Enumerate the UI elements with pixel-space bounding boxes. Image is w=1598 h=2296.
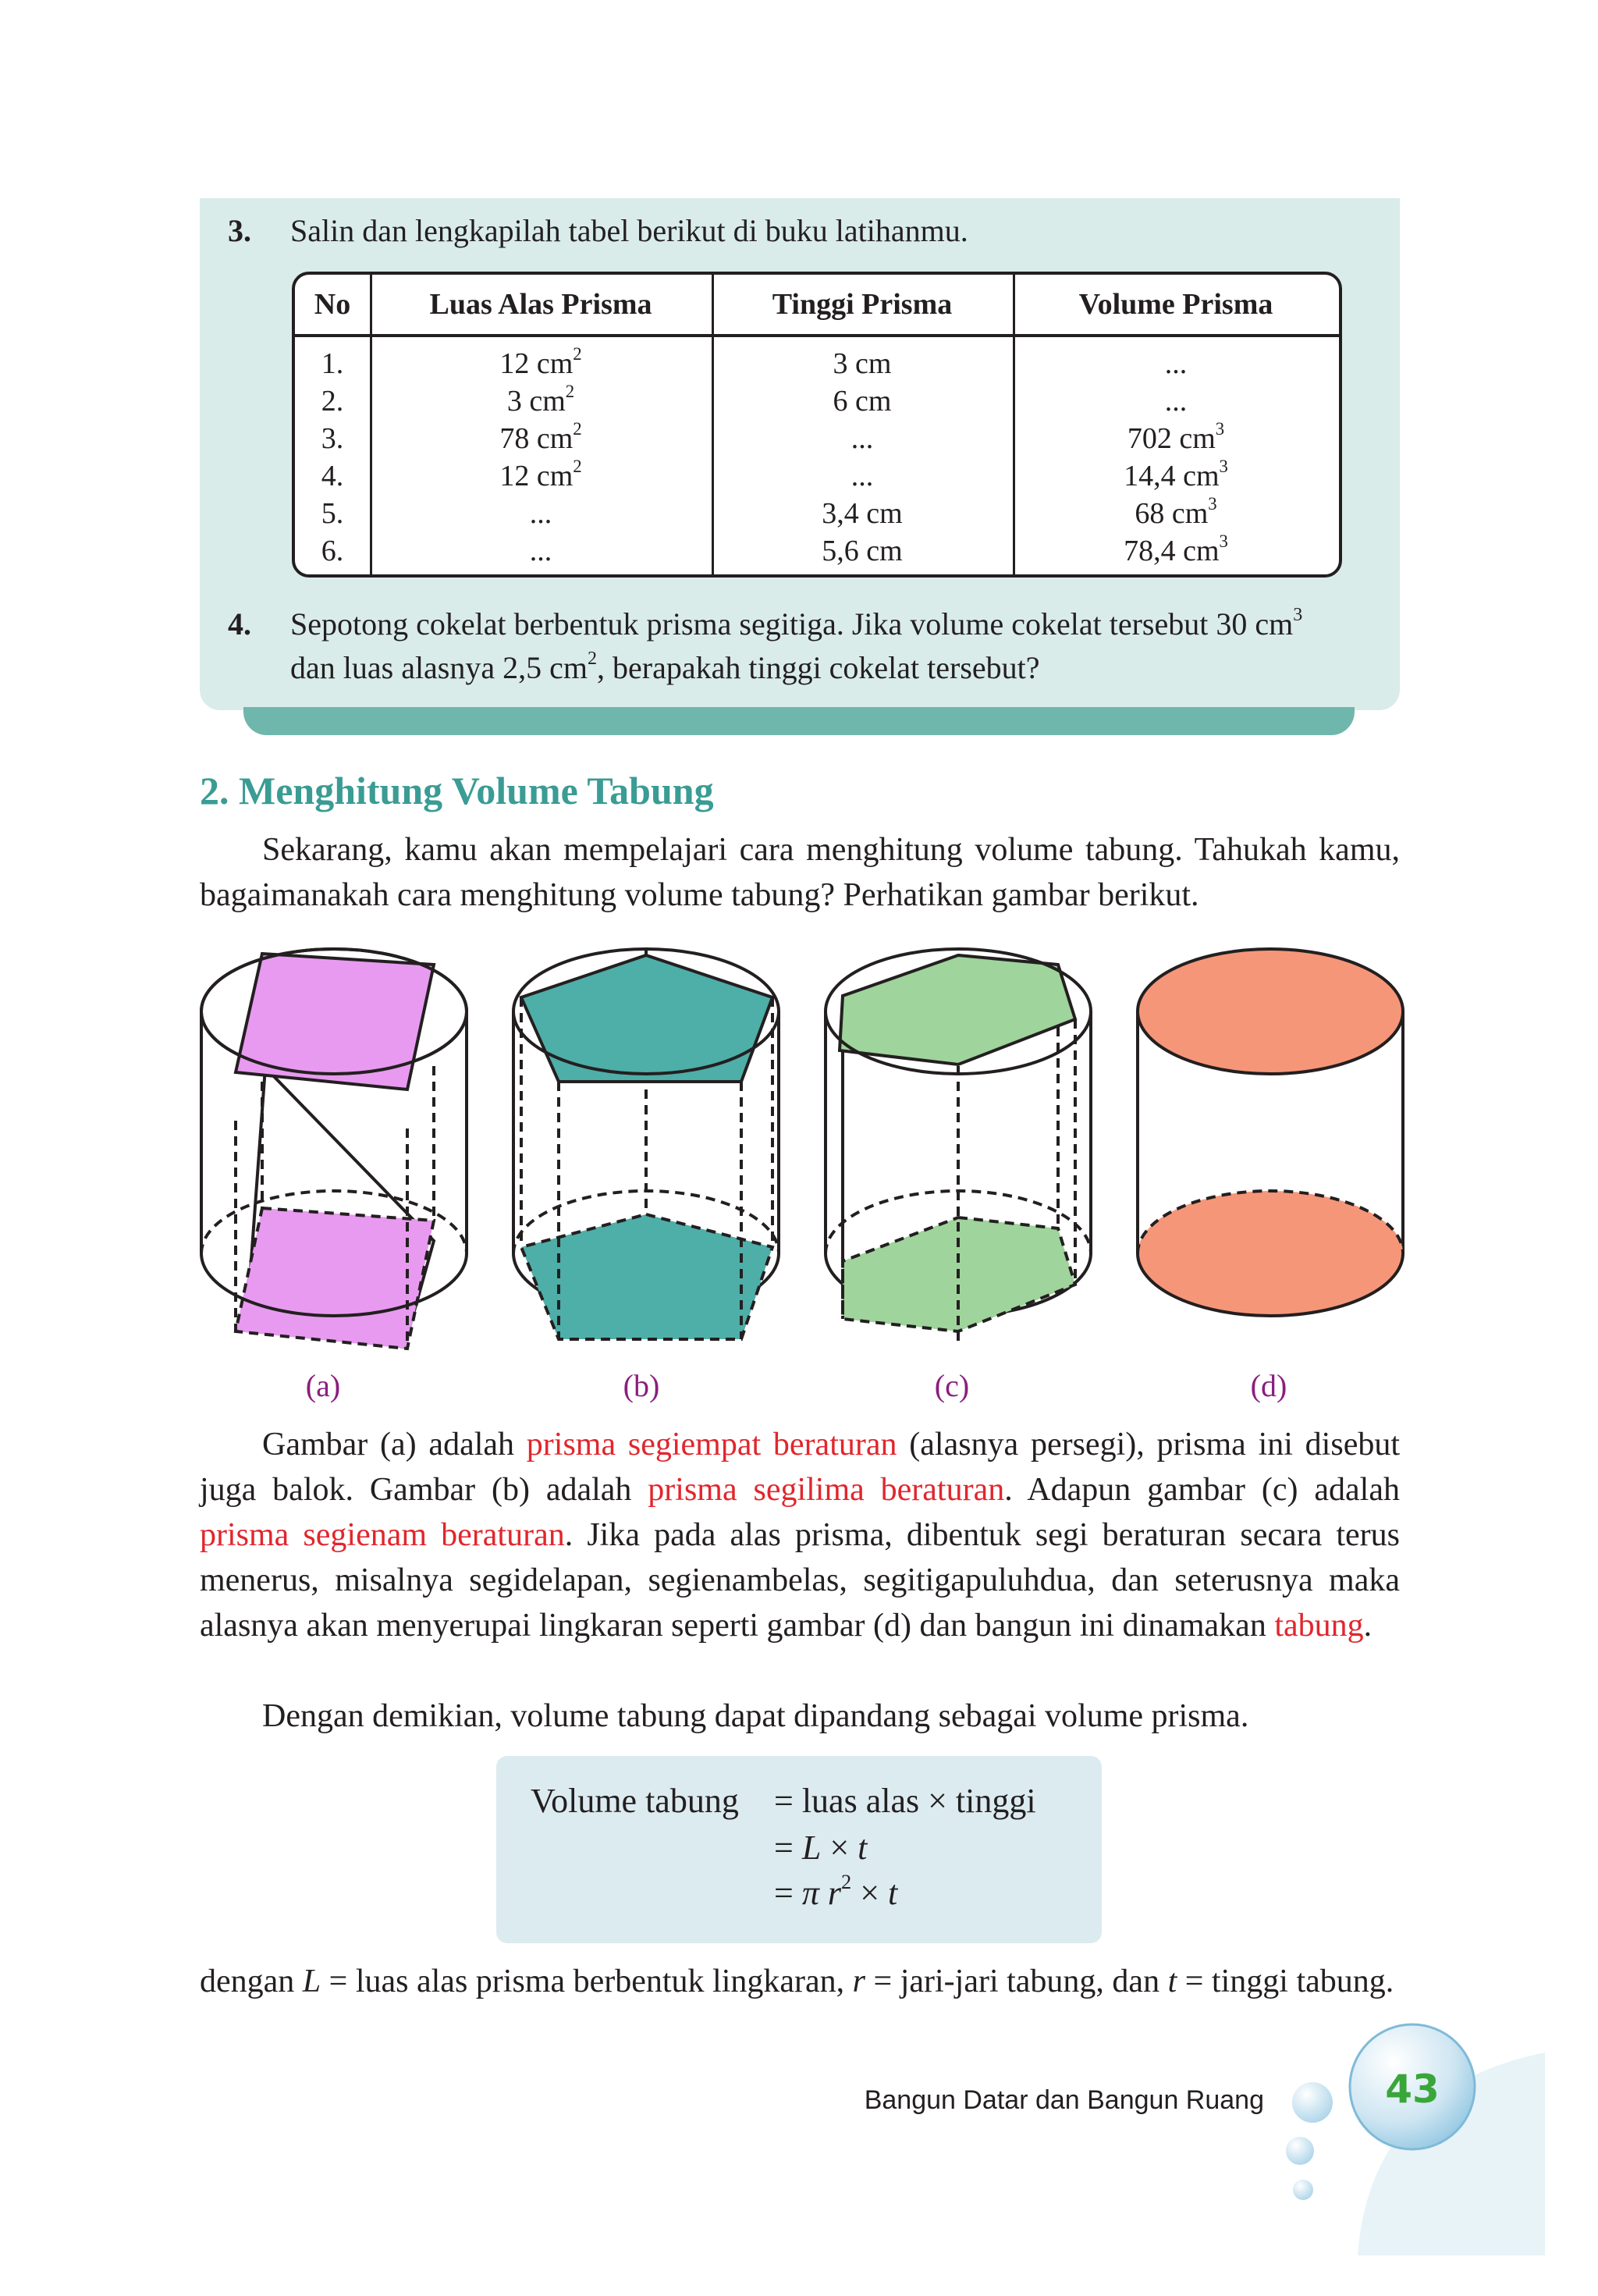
cell-value: 1. (321, 347, 344, 380)
section-heading: 2. Menghitung Volume Tabung (200, 769, 714, 812)
cylinder-figure (1138, 949, 1403, 1316)
variable-r: r (852, 1964, 866, 1999)
body-text: . (1363, 1608, 1373, 1644)
table-cell-no (295, 457, 370, 495)
table-cell-luas (370, 345, 712, 382)
table-cell-volume (1013, 345, 1339, 382)
superscript: 3 (1219, 531, 1228, 551)
cell-value: ... (1164, 385, 1188, 418)
question-4-line-2 (290, 649, 1040, 686)
table-cell-luas (370, 457, 712, 495)
superscript: 2 (573, 418, 582, 439)
table-cell-volume (1013, 420, 1339, 457)
formula-line-1: = luas alas × tinggi (774, 1782, 1036, 1820)
superscript: 3 (1208, 493, 1217, 514)
formula-lhs: Volume tabung (531, 1782, 739, 1820)
table-cell-no (295, 532, 370, 570)
table-cell-luas (370, 532, 712, 570)
equals-sign: = (774, 1829, 794, 1867)
cell-value: 6. (321, 535, 344, 567)
table-cell-volume (1013, 457, 1339, 495)
body-text: = jari-jari tabung, dan (865, 1964, 1168, 1999)
cell-value: 3. (321, 422, 344, 455)
times-sign: × (829, 1829, 850, 1867)
definitions-paragraph (200, 1959, 1400, 2004)
table-cell-volume (1013, 532, 1339, 570)
formula-line-3 (774, 1870, 898, 1913)
table-header-luas-alas: Luas Alas Prisma (429, 288, 652, 321)
table-cell-no (295, 420, 370, 457)
page-bubble-decoration (1280, 2013, 1545, 2255)
table-cell-luas (370, 382, 712, 420)
question-4-text: , berapakah tinggi cokelat tersebut? (597, 650, 1040, 685)
cell-value: 5. (321, 497, 344, 530)
question-3-text: Salin dan lengkapilah tabel berikut di buku latihanmu. (290, 213, 968, 248)
volume-table (292, 272, 1342, 578)
conclusion-paragraph: Dengan demikian, volume tabung dapat dipandang sebagai volume prisma. (262, 1698, 1249, 1734)
caption-b: (b) (623, 1368, 660, 1403)
table-cell-tinggi (712, 495, 1013, 532)
cell-value: 78,4 cm (1124, 535, 1220, 567)
superscript: 3 (1215, 418, 1225, 439)
variable-t: t (888, 1874, 898, 1912)
superscript: 2 (588, 649, 597, 669)
table-header-tinggi: Tinggi Prisma (772, 288, 953, 321)
table-cell-luas (370, 495, 712, 532)
variable-t: t (858, 1829, 868, 1867)
intro-paragraph: Sekarang, kamu akan mempelajari cara menghitung volume tabung. Tahukah kamu, bagaimanakah cara menghitung volume tabung? Perhatikan gambar berikut. (200, 832, 1400, 913)
table-cell-tinggi (712, 382, 1013, 420)
highlight-term: prisma segiempat beraturan (526, 1427, 897, 1463)
body-text: = tinggi tabung. (1177, 1964, 1394, 1999)
table-cell-volume (1013, 382, 1339, 420)
cell-value: ... (1164, 347, 1188, 380)
exercise-box-bottom-bar (243, 707, 1355, 735)
body-text: dengan (200, 1964, 303, 1999)
formula-box (496, 1756, 1102, 1943)
question-4-number: 4. (228, 606, 251, 642)
superscript: 3 (1219, 456, 1228, 476)
body-text: Gambar (a) adalah (262, 1427, 527, 1463)
table-header-rule (295, 334, 1339, 337)
highlight-term: prisma segilima beraturan (648, 1472, 1005, 1508)
highlight-term: prisma segienam beraturan (200, 1517, 565, 1553)
table-cell-volume (1013, 495, 1339, 532)
caption-d: (d) (1250, 1368, 1287, 1403)
cell-value: 4. (321, 460, 344, 492)
variable-t: t (1167, 1964, 1177, 1999)
superscript: 3 (1293, 605, 1303, 625)
cell-value: ... (850, 460, 874, 492)
question-4-text: Sepotong cokelat berbentuk prisma segitiga. Jika volume cokelat tersebut 30 cm (290, 606, 1294, 642)
table-cell-tinggi (712, 457, 1013, 495)
superscript: 2 (573, 343, 582, 364)
table-cell-luas (370, 420, 712, 457)
cell-value: 2. (321, 385, 344, 418)
question-4-line-1 (290, 606, 1302, 642)
table-cell-tinggi (712, 420, 1013, 457)
formula-line-2 (774, 1828, 867, 1868)
pentagonal-prism-figure (513, 949, 779, 1339)
cell-value: 5,6 cm (822, 535, 903, 567)
cell-value: ... (850, 422, 874, 455)
page-number: 43 (1385, 2067, 1440, 2112)
cell-value: 68 cm (1135, 497, 1209, 530)
square-prism-figure (201, 949, 467, 1349)
question-4-text: dan luas alasnya 2,5 cm (290, 650, 588, 685)
hexagonal-prism-figure (826, 949, 1091, 1347)
question-3-number: 3. (228, 213, 251, 248)
variable-r: r (827, 1874, 841, 1912)
table-header-volume: Volume Prisma (1078, 288, 1273, 321)
cell-value: 14,4 cm (1124, 460, 1220, 492)
body-text: . Adapun gambar (c) adalah (1004, 1472, 1400, 1508)
cell-value: 3 cm (833, 347, 892, 380)
body-text: . Jika pada alas prisma, dibentuk segi beraturan secara terus menerus, misalnya segidelapan, segienambelas, segitigapuluhdua, dan seterusnya maka alasnya akan menyerupai lingkaran seperti gambar (d) dan bangun ini dinamakan (200, 1517, 1401, 1644)
table-cell-no (295, 495, 370, 532)
table-cell-tinggi (712, 532, 1013, 570)
superscript: 2 (573, 456, 582, 476)
table-cell-no (295, 382, 370, 420)
body-text: (alasnya persegi), prisma ini disebut juga balok. Gambar (b) adalah (200, 1427, 1401, 1508)
caption-a: (a) (305, 1368, 341, 1403)
cell-value: 12 cm (499, 347, 574, 380)
superscript: 2 (841, 1870, 852, 1894)
cell-value: 3 cm (506, 385, 566, 418)
cell-value: 78 cm (499, 422, 574, 455)
explanation-paragraph (200, 1422, 1400, 1648)
cell-value: 702 cm (1127, 422, 1216, 455)
cell-value: ... (529, 535, 552, 567)
caption-c: (c) (934, 1368, 970, 1403)
table-header-no: No (314, 288, 351, 321)
cell-value: 3,4 cm (822, 497, 903, 530)
prism-cylinder-figure (187, 941, 1412, 1363)
table-cell-tinggi (712, 345, 1013, 382)
variable-L: L (302, 1964, 321, 1999)
cell-value: ... (529, 497, 552, 530)
footer-title: Bangun Datar dan Bangun Ruang (864, 2085, 1264, 2115)
highlight-term: tabung (1274, 1608, 1364, 1644)
cell-value: 6 cm (833, 385, 892, 418)
cell-value: 12 cm (499, 460, 574, 492)
table-cell-no (295, 345, 370, 382)
times-sign: × (860, 1874, 880, 1912)
superscript: 2 (565, 381, 575, 401)
variable-L: L (801, 1829, 822, 1867)
body-text: = luas alas prisma berbentuk lingkaran, (321, 1964, 853, 1999)
equals-sign: = (774, 1874, 794, 1912)
pi-symbol: π (801, 1874, 819, 1912)
